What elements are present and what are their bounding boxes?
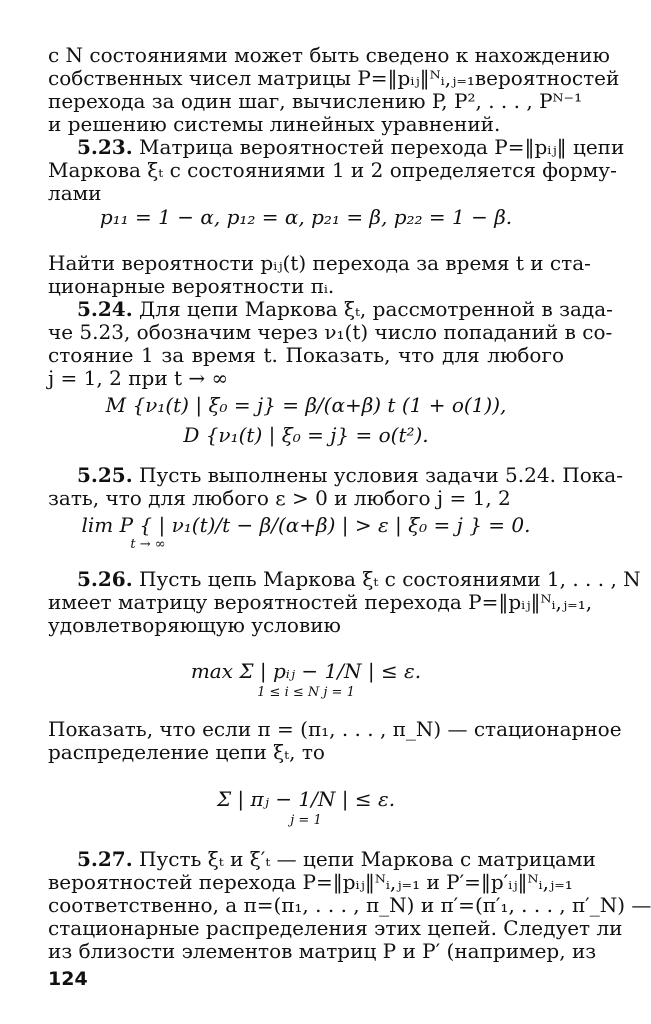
problem-number: 5.25. [77,463,133,487]
text-line: ционарные вероятности πᵢ. [48,274,335,298]
text-line: стояние 1 за время t. Показать, что для любого [48,343,564,367]
text-line: Показать, что если π = (π₁, . . . , π_N) — стационарное [48,717,622,741]
text-line: j = 1, 2 при t → ∞ [48,366,229,390]
formula-max-sum: max Σ | pᵢⱼ − 1/N | ≤ ε. [190,659,422,683]
formula-expectation: M {ν₁(t) | ξ₀ = j} = β/(α+β) t (1 + o(1)), [105,393,507,417]
problem-number: 5.24. [77,297,133,321]
text-line: с N состояниями может быть сведено к нахождению [48,43,610,67]
text-line: собственных чисел матрицы P=‖pᵢⱼ‖ᴺᵢ,ⱼ₌₁вероятностей [48,66,620,90]
text-line: соответственно, а π=(π₁, . . . , π_N) и π′=(π′₁, . . . , π′_N) — [48,893,651,917]
text-line: из близости элементов матриц P и P′ (например, из [48,939,597,963]
problem-text: Пусть ξₜ и ξ′ₜ — цепи Маркова с матрицами [132,847,596,871]
formula-stationary-sum: Σ | πⱼ − 1/N | ≤ ε. [216,787,396,811]
problem-number: 5.23. [77,135,133,159]
problem-text: Матрица вероятностей перехода P=‖pᵢⱼ‖ цепи [132,135,625,159]
text-line: Маркова ξₜ с состояниями 1 и 2 определяется форму- [48,158,617,182]
formula-limit-subscript: t → ∞ [130,537,166,552]
formula-max-sum-subscript: 1 ≤ i ≤ N j = 1 [257,685,355,700]
problem-5-23-first-line [77,135,625,159]
problem-5-26-first-line [77,567,641,591]
problem-text: Для цепи Маркова ξₜ, рассмотренной в зада- [132,297,613,321]
text-line: зать, что для любого ε > 0 и любого j = 1, 2 [48,486,511,510]
formula-variance: D {ν₁(t) | ξ₀ = j} = o(t²). [183,423,429,447]
text-line: распределение цепи ξₜ, то [48,740,325,764]
formula-stationary-sum-subscript: j = 1 [290,813,322,828]
problem-5-24-first-line [77,297,613,321]
problem-text: Пусть выполнены условия задачи 5.24. Пока- [132,463,623,487]
formula-limit: lim P { | ν₁(t)/t − β/(α+β) | > ε | ξ₀ = j } = 0. [81,513,531,537]
problem-5-27-first-line [77,847,596,871]
text-line: имеет матрицу вероятностей перехода P=‖pᵢⱼ‖ᴺᵢ,ⱼ₌₁, [48,590,593,614]
text-line: удовлетворяющую условию [48,613,341,637]
text-line: стационарные распределения этих цепей. Следует ли [48,916,623,940]
formula-transition-probabilities: p₁₁ = 1 − α, p₁₂ = α, p₂₁ = β, p₂₂ = 1 − β. [99,205,513,229]
text-line: че 5.23, обозначим через ν₁(t) число попаданий в со- [48,320,613,344]
text-line: Найти вероятности pᵢⱼ(t) перехода за время t и ста- [48,251,591,275]
problem-text: Пусть цепь Маркова ξₜ с состояниями 1, . . . , N [132,567,641,591]
text-line: вероятностей перехода P=‖pᵢⱼ‖ᴺᵢ,ⱼ₌₁ и P′=‖p′ᵢⱼ‖ᴺᵢ,ⱼ₌₁ [48,870,573,894]
page-number: 124 [48,968,88,990]
problem-number: 5.27. [77,847,133,871]
text-line: лами [48,181,102,205]
problem-number: 5.26. [77,567,133,591]
text-line: и решению системы линейных уравнений. [48,112,501,136]
text-line: перехода за один шаг, вычислению P, P², . . . , Pᴺ⁻¹ [48,89,583,113]
problem-5-25-first-line [77,463,623,487]
